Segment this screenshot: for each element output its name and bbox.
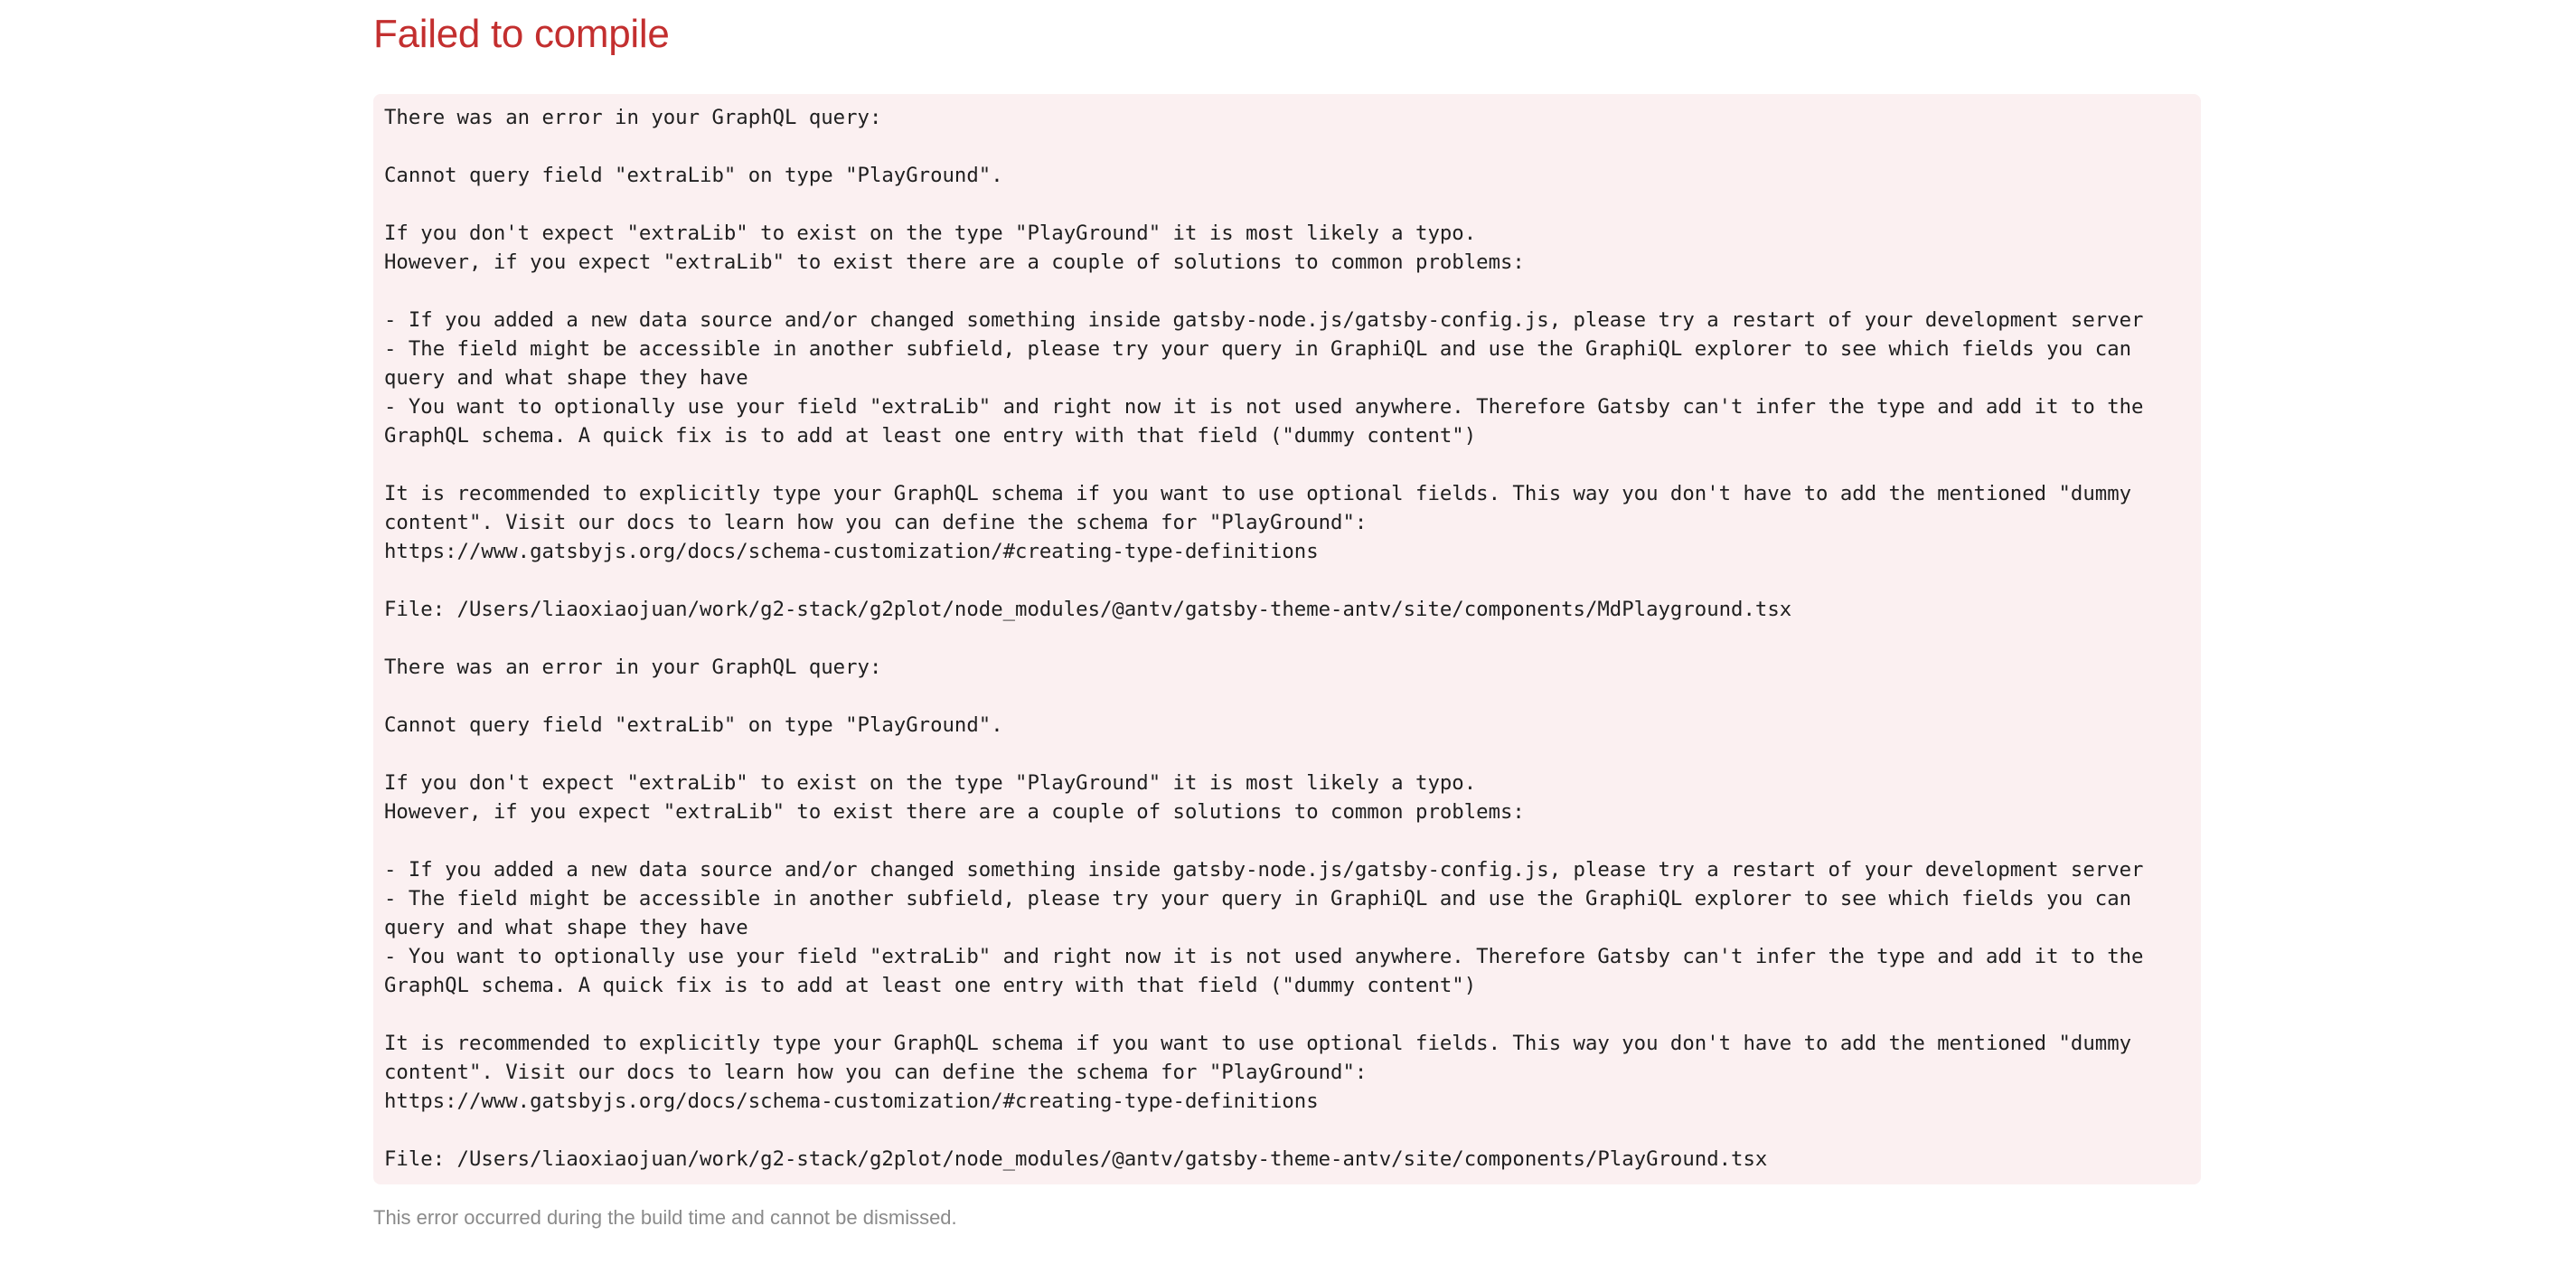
page-title: Failed to compile (373, 12, 670, 56)
error-message-text: There was an error in your GraphQL query: Cannot query field "extraLib" on type "PlayGround". If you don't expect "extraLib" to exist on the type "PlayGround" it is most likely a typo. However, if you expect "extraLib" to exist there are a couple of solutions to common problems: - If you added a new data source and/or changed something inside gatsby-node.js/gatsby-config.js, please try a restart of your development server - The field might be accessible in another subfield, please try your query in GraphiQL and use the GraphiQL explorer to see which fields you can query and what shape they have - You want to optionally use your field "extraLib" and right now it is not used anywhere. Therefore Gatsby can't infer the type and add it to the GraphQL schema. A quick fix is to add at least one entry with that field ("dummy content") It is recommended to explicitly type your GraphQL schema if you want to use optional fields. This way you don't have to add the mentioned "dummy content". Visit our docs to learn how you can define the schema for "PlayGround": https://www.gatsbyjs.org/docs/schema-customization/#creating-type-definitions File: /Users/liaoxiaojuan/work/g2-stack/g2plot/node_modules/@antv/gatsby-theme-antv/site/components/MdPlayground.tsx There was an error in your GraphQL query: Cannot query field "extraLib" on type "PlayGround". If you don't expect "extraLib" to exist on the type "PlayGround" it is most likely a typo. However, if you expect "extraLib" to exist there are a couple of solutions to common problems: - If you added a new data source and/or changed something inside gatsby-node.js/gatsby-config.js, please try a restart of your development server - The field might be accessible in another subfield, please try your query in GraphiQL and use the GraphiQL explorer to see which fields you can query and what shape they have - You want to optionally use your field "extraLib" and right now it is not used anywhere. Therefore Gatsby can't infer the type and add it to the GraphQL schema. A quick fix is to add at least one entry with that field ("dummy content") It is recommended to explicitly type your GraphQL schema if you want to use optional fields. This way you don't have to add the mentioned "dummy content". Visit our docs to learn how you can define the schema for "PlayGround": https://www.gatsbyjs.org/docs/schema-customization/#creating-type-definitions File: /Users/liaoxiaojuan/work/g2-stack/g2plot/node_modules/@antv/gatsby-theme-antv/site/components/PlayGround.tsx (384, 106, 2144, 1171)
footer-note: This error occurred during the build time and cannot be dismissed. (373, 1206, 957, 1229)
error-message-box (373, 94, 2201, 1184)
error-overlay (373, 0, 2201, 1231)
